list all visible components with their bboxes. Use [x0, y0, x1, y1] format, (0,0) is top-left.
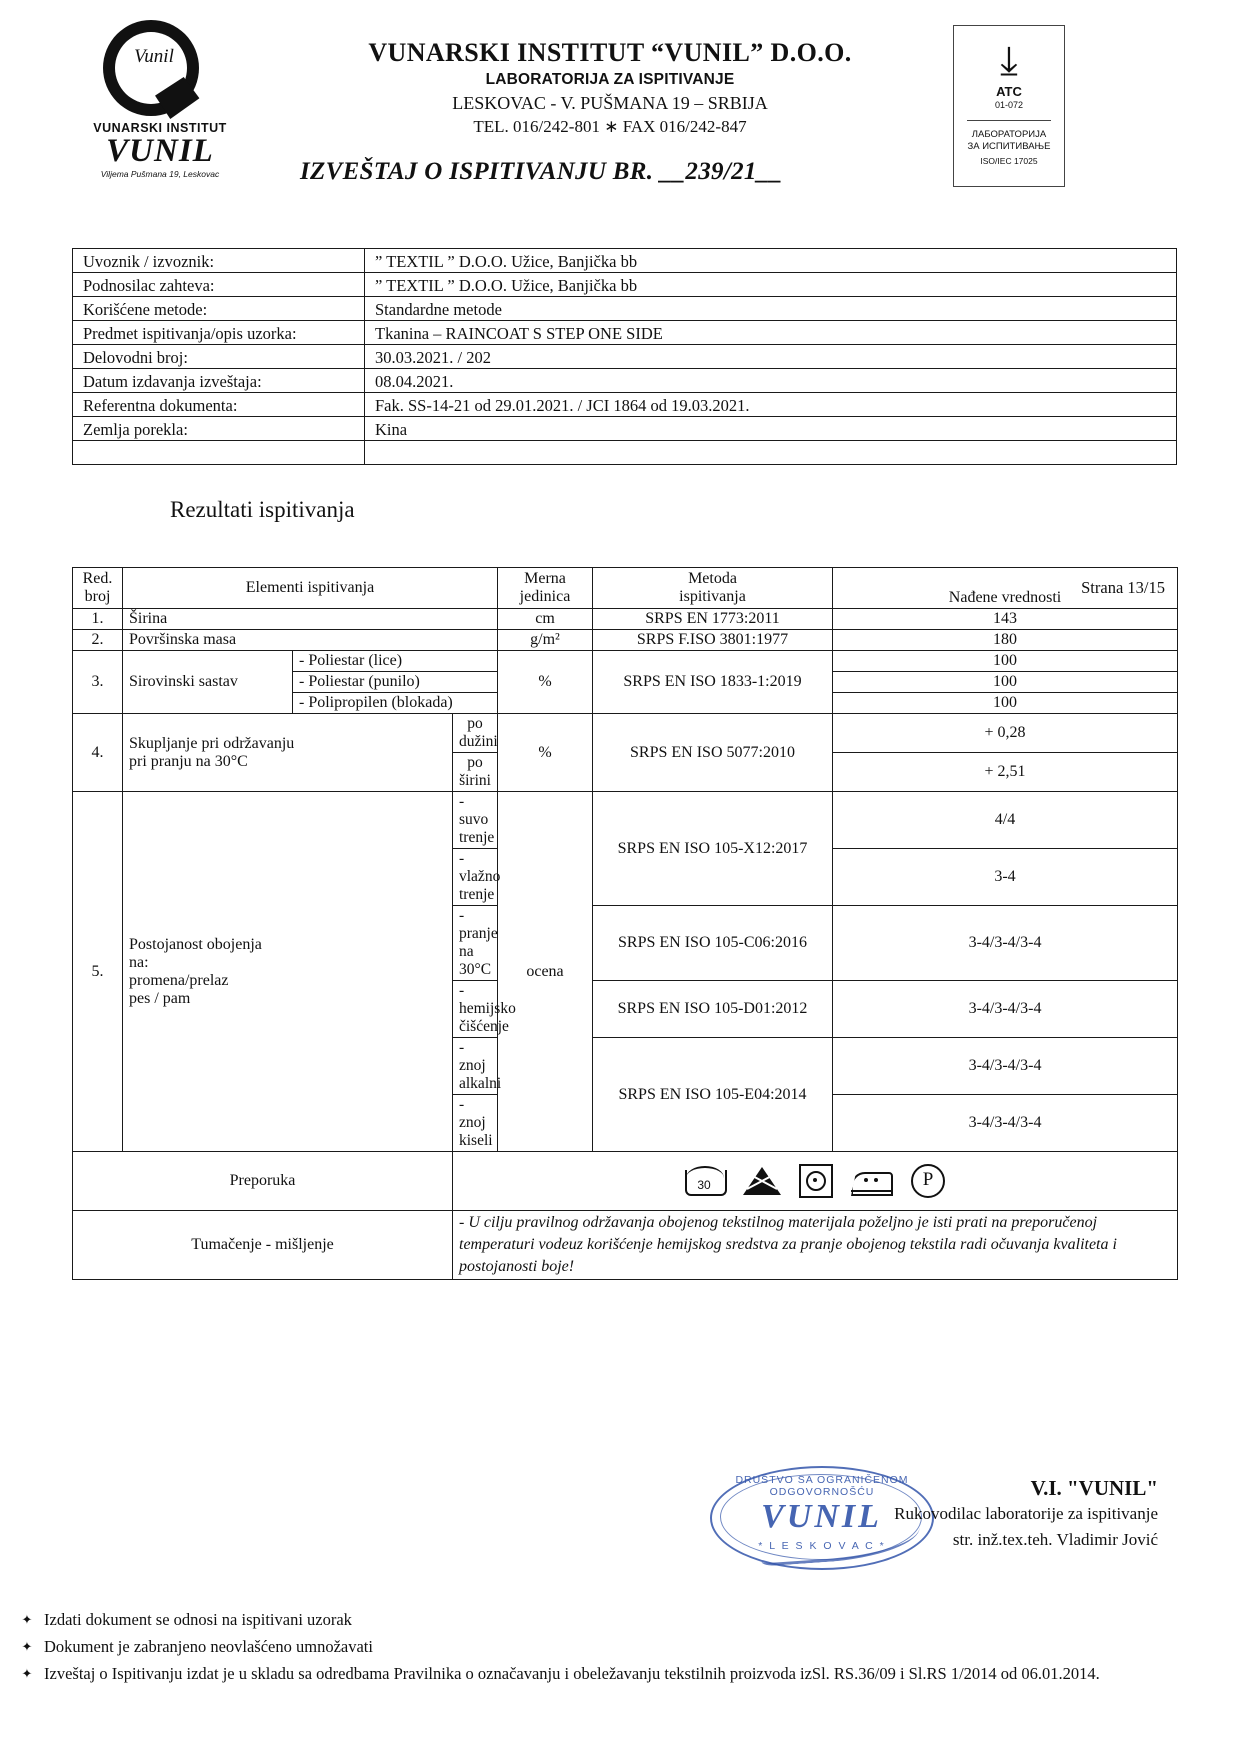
- bullet-diamond-icon: ✦: [21, 1666, 33, 1681]
- info-value: 08.04.2021.: [365, 369, 1177, 393]
- row-value: 100: [833, 693, 1178, 714]
- info-value: Tkanina – RAINCOAT S STEP ONE SIDE: [365, 321, 1177, 345]
- info-label: Uvoznik / izvoznik:: [73, 249, 365, 273]
- signature-role: Rukovodilac laboratorije za ispitivanje: [894, 1504, 1158, 1523]
- table-row-recommendation: [73, 1152, 1178, 1211]
- row-subelement: po dužini: [453, 714, 498, 753]
- recommendation-label: Preporuka: [73, 1152, 453, 1211]
- row-value: 3-4/3-4/3-4: [833, 1038, 1178, 1095]
- row-value: 100: [833, 651, 1178, 672]
- footer-note-text: Izveštaj o Ispitivanju izdat je u skladu sa odredbama Pravilnika o označavanju i obeležavanju tekstilnih proizvoda izSl. RS.36/09 i Sl.RS 1/2014 od 06.01.2014.: [44, 1664, 1100, 1683]
- info-value: ” TEXTIL ” D.O.O. Užice, Banjička bb: [365, 249, 1177, 273]
- table-row: [73, 297, 1177, 321]
- table-header-row: [73, 568, 1178, 589]
- row-method: SRPS EN ISO 105-E04:2014: [593, 1038, 833, 1152]
- document-header: [0, 0, 1240, 210]
- info-label: Delovodni broj:: [73, 345, 365, 369]
- bullet-diamond-icon: ✦: [21, 1639, 33, 1654]
- table-row: [73, 630, 1178, 651]
- row-value: 100: [833, 672, 1178, 693]
- atc-line1: ЛАБОРАТОРИЈА: [971, 129, 1047, 140]
- header-text-block: [270, 38, 950, 137]
- wash-30-icon: 30: [685, 1166, 725, 1196]
- column-header-unit: Merna jedinica: [498, 568, 593, 609]
- vunil-logo-icon: [95, 18, 225, 123]
- atc-line2: ЗА ИСПИТИВАЊЕ: [967, 141, 1051, 152]
- sample-info-table: [72, 248, 1177, 465]
- column-header-found-spacer: [833, 568, 1178, 589]
- row-number: 3.: [73, 651, 123, 714]
- company-address: LESKOVAC - V. PUŠMANA 19 – SRBIJA: [452, 93, 768, 113]
- stamp-top-text: DRUŠTVO SA OGRANIČENOM ODGOVORNOŠĆU: [735, 1474, 909, 1498]
- care-symbols-cell: [453, 1152, 1178, 1211]
- info-label: Korišćene metode:: [73, 297, 365, 321]
- row-value: 3-4/3-4/3-4: [833, 981, 1178, 1038]
- accreditation-badge: [953, 25, 1065, 187]
- column-header-elements: Elementi ispitivanja: [123, 568, 498, 609]
- row-subelement: - Poliestar (punilo): [293, 672, 498, 693]
- atc-mark-label: ATC: [996, 84, 1022, 99]
- company-name: VUNARSKI INSTITUT “VUNIL” D.O.O.: [368, 38, 852, 67]
- row-method: SRPS EN ISO 105-X12:2017: [593, 792, 833, 906]
- footer-note-text: Dokument je zabranjeno neovlašćeno umnožavati: [44, 1637, 373, 1656]
- row-subelement: - Poliestar (lice): [293, 651, 498, 672]
- list-item: [10, 1610, 1110, 1630]
- table-row: [73, 792, 1178, 849]
- row-unit: %: [498, 651, 593, 714]
- row-subelement: - vlažno trenje: [453, 849, 498, 906]
- row-method: SRPS EN 1773:2011: [593, 609, 833, 630]
- info-label: Podnosilac zahteva:: [73, 273, 365, 297]
- bullet-diamond-icon: ✦: [21, 1612, 33, 1627]
- table-row: [73, 609, 1178, 630]
- row-subelement: - hemijsko čišćenje: [453, 981, 498, 1038]
- list-item: [10, 1664, 1110, 1684]
- logo-name-top: VUNARSKI INSTITUT: [93, 121, 227, 135]
- table-row: [73, 369, 1177, 393]
- dry-clean-p-icon: P: [911, 1164, 945, 1198]
- table-row: [73, 345, 1177, 369]
- row-value: 4/4: [833, 792, 1178, 849]
- table-row: [73, 249, 1177, 273]
- info-value: Standardne metode: [365, 297, 1177, 321]
- row-number: 4.: [73, 714, 123, 792]
- interpretation-text: - U cilju pravilnog održavanja obojenog tekstilnog materijala poželjno je isti prati na preporučenoj temperaturi vodeuz korišćenje hemijskog sredstva za pranje obojenog tekstila radi očuvanja kvaliteta i postojanosti boje!: [453, 1211, 1178, 1280]
- row-value: 3-4/3-4/3-4: [833, 906, 1178, 981]
- row-method: SRPS EN ISO 105-C06:2016: [593, 906, 833, 981]
- table-row-empty: [73, 441, 1177, 465]
- info-value: 30.03.2021. / 202: [365, 345, 1177, 369]
- page-marker: Strana 13/15: [1081, 578, 1165, 597]
- row-unit: %: [498, 714, 593, 792]
- info-label: Referentna dokumenta:: [73, 393, 365, 417]
- info-value: ” TEXTIL ” D.O.O. Užice, Banjička bb: [365, 273, 1177, 297]
- row-method: SRPS EN ISO 105-D01:2012: [593, 981, 833, 1038]
- table-row: [73, 714, 1178, 753]
- row-element: Postojanost obojenja na: promena/prelaz pes / pam: [123, 792, 453, 1152]
- info-value: Kina: [365, 417, 1177, 441]
- no-bleach-icon: [743, 1165, 781, 1197]
- list-item: [10, 1637, 1110, 1657]
- row-subelement: - znoj alkalni: [453, 1038, 498, 1095]
- interpretation-label: Tumačenje - mišljenje: [73, 1211, 453, 1280]
- row-number: 5.: [73, 792, 123, 1152]
- iron-medium-icon: [851, 1166, 893, 1196]
- row-value: 3-4: [833, 849, 1178, 906]
- results-heading: Rezultati ispitivanja: [170, 497, 355, 522]
- column-header-found: Nađene vrednosti: [833, 588, 1178, 609]
- row-method: SRPS EN ISO 1833-1:2019: [593, 651, 833, 714]
- report-number: __239/21__: [659, 158, 783, 185]
- row-element: Širina: [123, 609, 498, 630]
- tumble-dry-low-icon: [799, 1164, 833, 1198]
- row-subelement: - pranje na 30°C: [453, 906, 498, 981]
- table-row-interpretation: [73, 1211, 1178, 1280]
- row-subelement: po širini: [453, 753, 498, 792]
- row-element: Skupljanje pri održavanju pri pranju na 30°C: [123, 714, 453, 792]
- row-unit: g/m²: [498, 630, 593, 651]
- column-header-no: Red. broj: [73, 568, 123, 609]
- row-element: Površinska masa: [123, 630, 498, 651]
- column-header-method: Metoda ispitivanja: [593, 568, 833, 609]
- info-value: Fak. SS-14-21 od 29.01.2021. / JCI 1864 od 19.03.2021.: [365, 393, 1177, 417]
- atc-code: 01-072: [994, 100, 1024, 110]
- info-label: Datum izdavanja izveštaja:: [73, 369, 365, 393]
- row-method: SRPS EN ISO 5077:2010: [593, 714, 833, 792]
- table-row: [73, 417, 1177, 441]
- company-logo: [60, 18, 260, 179]
- signature-person: str. inž.tex.teh. Vladimir Jović: [952, 1530, 1158, 1549]
- results-table: [72, 567, 1178, 1280]
- row-number: 2.: [73, 630, 123, 651]
- row-value: + 0,28: [833, 714, 1178, 753]
- table-row: [73, 273, 1177, 297]
- signature-block: [738, 1475, 1158, 1553]
- row-method: SRPS F.ISO 3801:1977: [593, 630, 833, 651]
- row-subelement: - suvo trenje: [453, 792, 498, 849]
- footer-note-text: Izdati dokument se odnosi na ispitivani uzorak: [44, 1610, 352, 1629]
- row-value: 180: [833, 630, 1178, 651]
- row-number: 1.: [73, 609, 123, 630]
- row-value: + 2,51: [833, 753, 1178, 792]
- table-row: [73, 321, 1177, 345]
- stamp-bottom-text: * L E S K O V A C *: [758, 1540, 886, 1552]
- atc-standard: ISO/IEC 17025: [980, 156, 1038, 166]
- atc-arrow-icon: ⤓: [1000, 38, 1018, 83]
- logo-name-main: VUNIL: [106, 133, 214, 169]
- info-label: Zemlja porekla:: [73, 417, 365, 441]
- row-unit: ocena: [498, 792, 593, 1152]
- page-title: [300, 158, 782, 186]
- stamp-word: VUNIL: [761, 1498, 882, 1535]
- row-subelement: - Polipropilen (blokada): [293, 693, 498, 714]
- table-row: [73, 393, 1177, 417]
- info-label: Predmet ispitivanja/opis uzorka:: [73, 321, 365, 345]
- signature-company: V.I. "VUNIL": [1030, 1476, 1158, 1500]
- logo-mark-word: Vunil: [134, 46, 174, 67]
- row-value: 143: [833, 609, 1178, 630]
- footer-notes: [10, 1610, 1110, 1691]
- row-subelement: - znoj kiseli: [453, 1095, 498, 1152]
- report-title-text: IZVEŠTAJ O ISPITIVANJU BR.: [300, 158, 654, 185]
- logo-address: Viljema Pušmana 19, Leskovac: [100, 169, 220, 180]
- row-value: 3-4/3-4/3-4: [833, 1095, 1178, 1152]
- company-contact: TEL. 016/242-801 ∗ FAX 016/242-847: [473, 117, 747, 136]
- row-element: Sirovinski sastav: [123, 651, 293, 714]
- table-row: [73, 651, 1178, 672]
- laboratory-name: LABORATORIJA ZA ISPITIVANJE: [485, 71, 735, 88]
- row-unit: cm: [498, 609, 593, 630]
